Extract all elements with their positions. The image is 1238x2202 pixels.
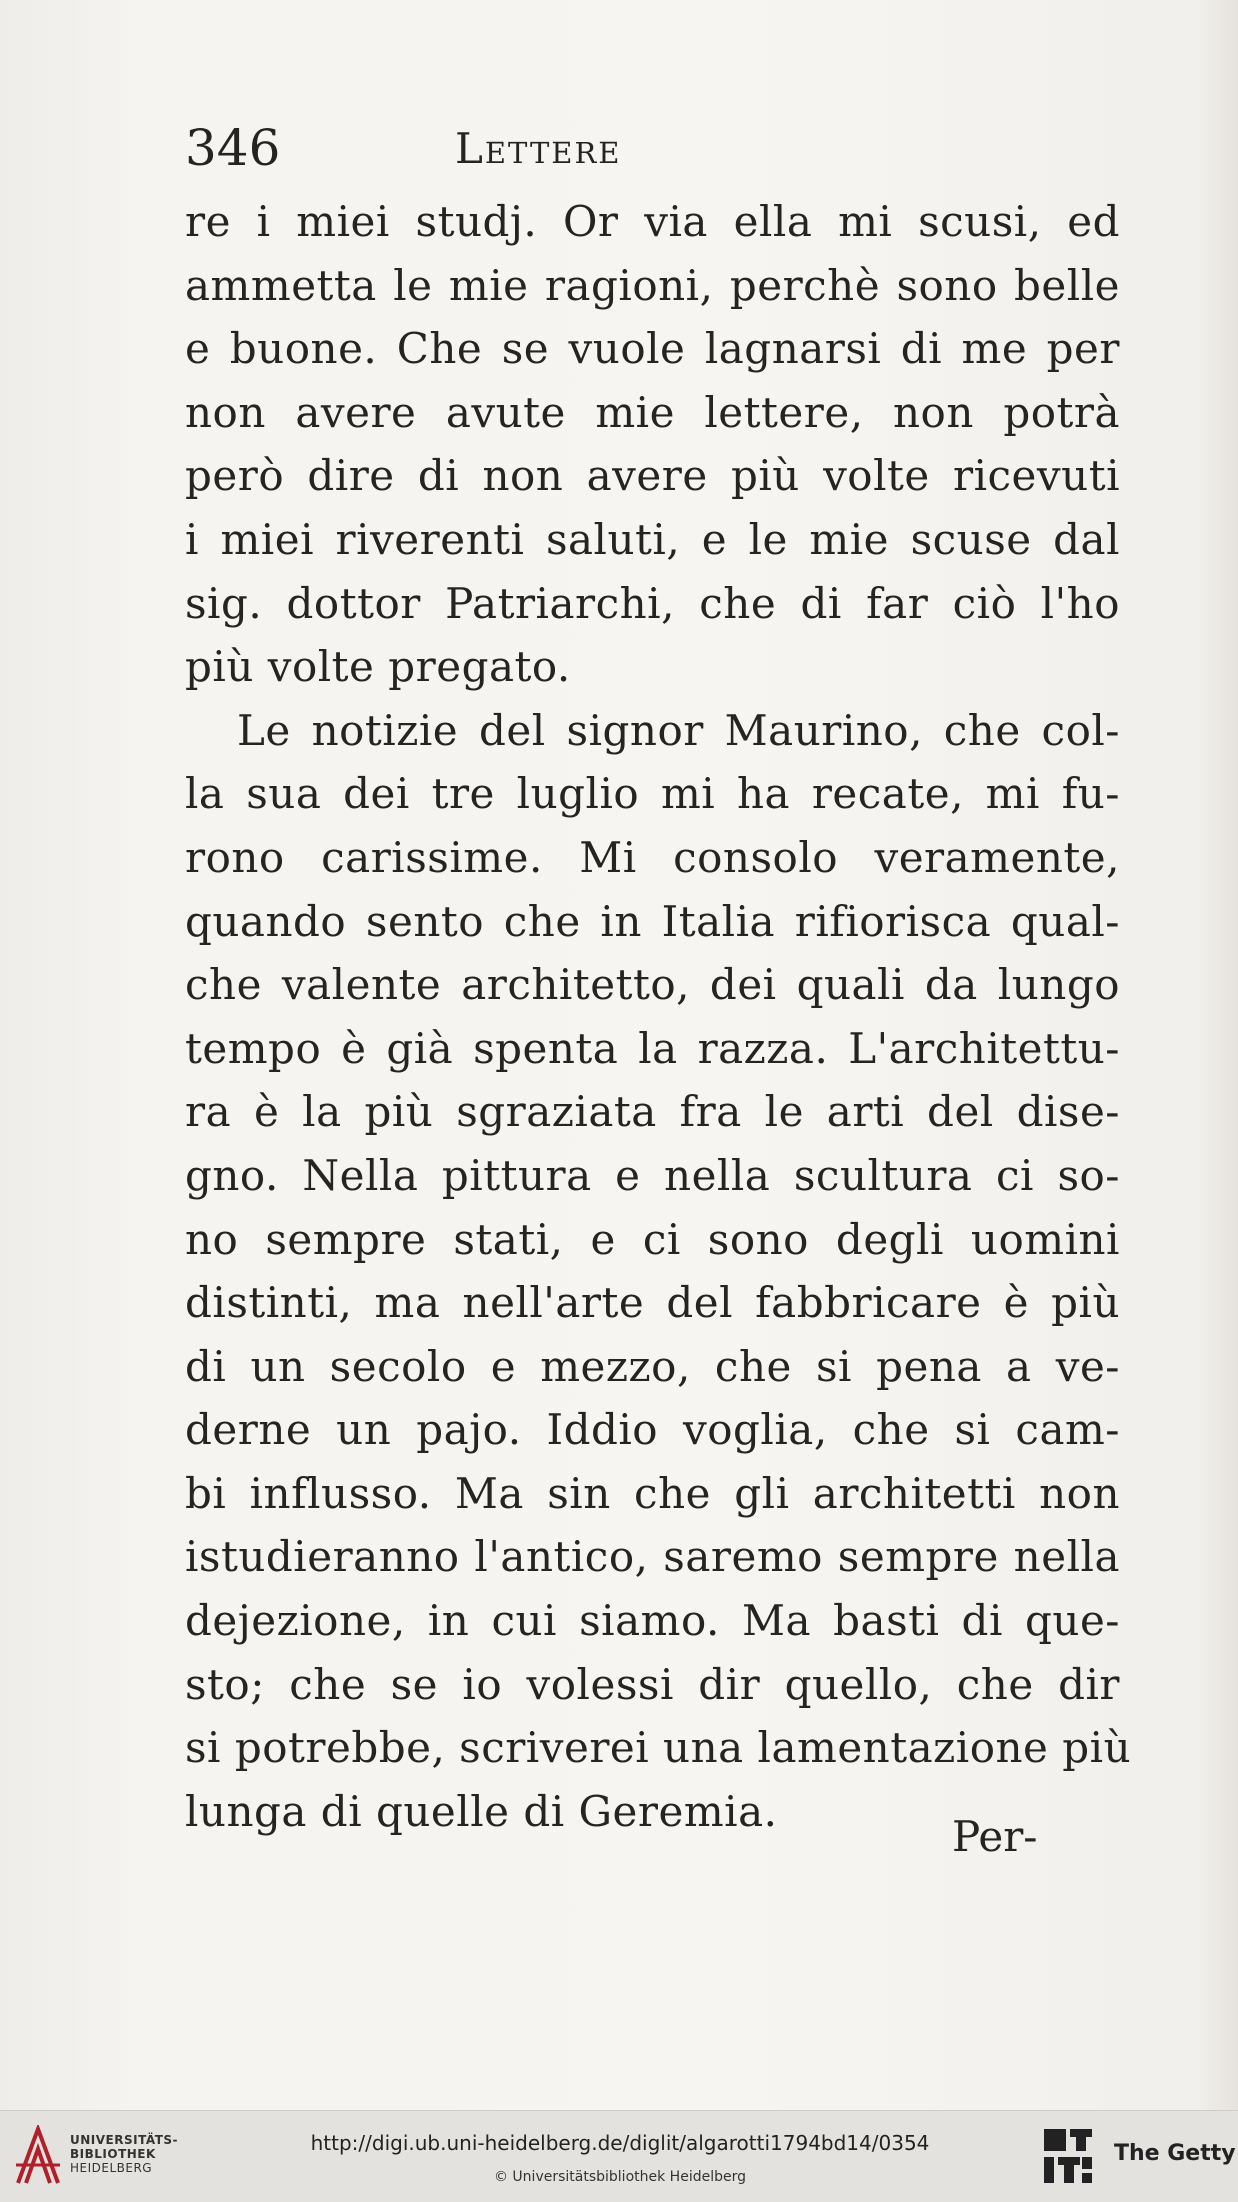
page-edge-shadow — [1198, 0, 1238, 2110]
text-line: ammetta le mie ragioni, perchè sono belle — [185, 260, 1120, 310]
text-line: ra è la più sgraziata fra le arti del dise- — [185, 1087, 1120, 1137]
text-line: che valente architetto, dei quali da lungo — [185, 960, 1120, 1010]
text-line: istudieranno l'antico, saremo sempre nella — [185, 1532, 1120, 1582]
page-number: 346 — [185, 119, 281, 177]
running-head — [185, 118, 875, 178]
text-line: distinti, ma nell'arte del fabbricare è più — [185, 1278, 1120, 1328]
text-line: rono carissime. Mi consolo veramente, — [185, 832, 1120, 882]
text-line: non avere avute mie lettere, non potrà — [185, 387, 1120, 437]
text-line: re i miei studj. Or via ella mi scusi, ed — [185, 197, 1120, 246]
text-line: dejezione, in cui siamo. Ma basti di que- — [185, 1596, 1120, 1646]
footer-bar — [0, 2110, 1238, 2202]
running-title: Lettere — [455, 124, 622, 173]
text-line: quando sento che in Italia rifiorisca qual- — [185, 896, 1120, 946]
getty-name[interactable]: The Getty — [1114, 2141, 1236, 2166]
body-text — [185, 190, 1132, 1843]
text-line: Le notizie del signor Maurino, che col- — [237, 705, 1120, 755]
catchword: Per- — [952, 1812, 1038, 1861]
text-line: tempo è già spenta la razza. L'architettu- — [185, 1023, 1120, 1073]
text-line: derne un pajo. Iddio voglia, che si cam- — [185, 1405, 1120, 1455]
getty-logo-icon[interactable] — [1042, 2127, 1094, 2185]
text-line: però dire di non avere più volte ricevuti — [185, 451, 1120, 501]
text-line: sto; che se io volessi dir quello, che dir — [185, 1659, 1120, 1709]
text-line: bi influsso. Ma sin che gli architetti non — [185, 1468, 1120, 1518]
text-line: no sempre stati, e ci sono degli uomini — [185, 1214, 1120, 1264]
copyright-notice: © Universitätsbibliothek Heidelberg — [493, 2169, 746, 2185]
text-line: i miei riverenti saluti, e le mie scuse dal — [185, 514, 1120, 564]
text-line: e buone. Che se vuole lagnarsi di me per — [185, 324, 1120, 374]
text-line: più volte pregato. — [185, 642, 571, 692]
text-line: la sua dei tre luglio mi ha recate, mi fu- — [185, 769, 1120, 819]
text-line: gno. Nella pittura e nella scultura ci so- — [185, 1150, 1120, 1200]
text-line: di un secolo e mezzo, che si pena a ve- — [185, 1341, 1120, 1391]
text-line: sig. dottor Patriarchi, che di far ciò l'ho — [185, 578, 1120, 628]
text-line: si potrebbe, scriverei una lamentazione più — [185, 1723, 1132, 1773]
university-library-name[interactable]: UNIVERSITÄTS- BIBLIOTHEK HEIDELBERG — [70, 2133, 179, 2175]
text-line: lunga di quelle di Geremia. — [185, 1786, 778, 1836]
permalink[interactable]: http://digi.ub.uni-heidelberg.de/diglit/algarotti1794bd14/0354 — [310, 2131, 930, 2155]
university-library-logo-icon[interactable] — [14, 2125, 62, 2187]
